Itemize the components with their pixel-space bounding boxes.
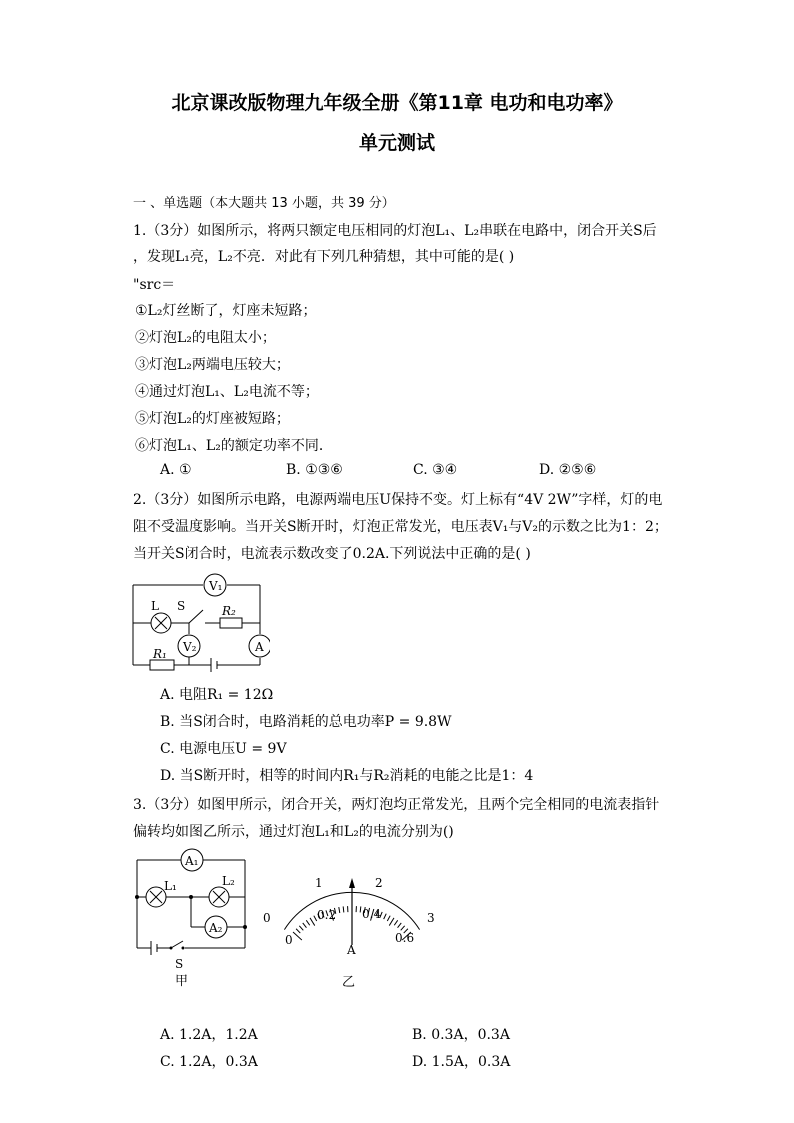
q3-fig-a2: A₂	[209, 921, 223, 935]
dial-tick	[339, 907, 340, 913]
dial-tick	[299, 926, 303, 931]
dial-tick	[310, 918, 315, 926]
dial-inner-label-0.2: 0.2	[317, 908, 337, 922]
dial-tick	[387, 916, 390, 921]
doc-title-line2: 单元测试	[358, 132, 435, 154]
section-heading: 一 、单选题（本大题共 13 小题，共 39 分）	[133, 196, 395, 211]
q2-line1: 2.（3分）如图所示电路，电源两端电压U保持不变。灯上标有“4V 2W”字样，灯的电	[133, 492, 663, 508]
dial-tick	[384, 914, 387, 919]
q1-option-b: B. ①③⑥	[286, 462, 343, 478]
q3-option-d: D. 1.5A，0.3A	[412, 1054, 511, 1070]
q1-line2: ，发现L₁亮，L₂不亮．对此有下列几种猜想，其中可能的是( )	[133, 249, 515, 265]
q3-fig-a1: A₁	[185, 854, 199, 868]
dial-outer-label-0: 0	[263, 911, 271, 925]
q1-line3: "src＝	[133, 277, 176, 293]
dial-tick	[293, 932, 302, 940]
dial-tick	[360, 906, 361, 912]
dial-tick	[303, 923, 307, 928]
q1-option-d: D. ②⑤⑥	[539, 462, 597, 478]
q3-fig-s: S	[175, 957, 184, 971]
q3-figure-a-circuit	[125, 845, 265, 990]
q2-fig-r1: R₁	[153, 647, 167, 661]
q3-fig-l1: L₁	[164, 879, 177, 893]
q1-item: ⑤灯泡L₂的灯座被短路；	[135, 411, 290, 427]
q3-fig-caption-b: 乙	[342, 975, 356, 990]
dial-pointer-label: A	[347, 943, 356, 957]
q2-fig-v2: V₂	[183, 640, 197, 654]
q1-option-c: C. ③④	[413, 462, 458, 478]
q3-fig-l2: L₂	[222, 874, 235, 888]
q1-line1: 1.（3分）如图所示，将两只额定电压相同的灯泡L₁、L₂串联在电路中，闭合开关S后	[133, 223, 657, 239]
q1-item: ③灯泡L₂两端电压较大；	[135, 357, 290, 373]
q1-item: ②灯泡L₂的电阻太小；	[135, 330, 276, 346]
dial-tick	[306, 920, 309, 925]
q1-item: ⑥灯泡L₁、L₂的额定功率不同．	[135, 438, 333, 454]
q1-item: ①L₂灯丝断了，灯座未短路；	[135, 303, 317, 319]
q2-option-b: B. 当S闭合时，电路消耗的总电功率P = 9.8W	[160, 714, 452, 730]
q3-option-a: A. 1.2A，1.2A	[160, 1027, 258, 1043]
doc-title-line1: 北京课改版物理九年级全册《第11章 电功和电功率》	[171, 92, 623, 114]
q3-fig-caption-a: 甲	[175, 974, 189, 989]
q2-circuit-diagram	[125, 570, 270, 675]
dial-tick	[398, 923, 402, 928]
q2-option-c: C. 电源电压U = 9V	[160, 741, 287, 757]
dial-tick	[401, 926, 405, 931]
q2-option-d: D. 当S断开时，相等的时间内R₁与R₂消耗的电能之比是1：4	[160, 768, 534, 784]
q2-option-a: A. 电阻R₁ = 12Ω	[160, 687, 274, 703]
q2-fig-s: S	[177, 599, 186, 613]
q3-line1: 3.（3分）如图甲所示，闭合开关，两灯泡均正常发光，且两个完全相同的电流表指针	[133, 797, 660, 813]
dial-tick	[343, 906, 344, 912]
q2-line2: 阻不受温度影响。当开关S断开时，灯泡正常发光，电压表V₁与V₂的示数之比为1：2；	[133, 519, 668, 535]
q3-option-c: C. 1.2A，0.3A	[160, 1054, 258, 1070]
q2-fig-a: A	[255, 640, 264, 654]
dial-tick	[389, 918, 394, 926]
dial-outer-label-2: 2	[375, 876, 383, 890]
q2-line3: 当开关S闭合时，电流表示数改变了0.2A.下列说法中正确的是( )	[133, 546, 531, 562]
q3-option-b: B. 0.3A，0.3A	[412, 1027, 510, 1043]
dial-tick	[394, 920, 397, 925]
q3-figure-b-ammeter-dial	[255, 860, 445, 990]
dial-inner-label-0.4: 0.4	[362, 907, 382, 921]
q2-fig-l: L	[151, 599, 159, 613]
dial-inner-label-0.6: 0.6	[395, 931, 415, 945]
dial-outer-label-3: 3	[427, 911, 435, 925]
dial-inner-label-0: 0	[285, 933, 293, 947]
q3-line2: 偏转均如图乙所示，通过灯泡L₁和L₂的电流分别为()	[133, 824, 454, 840]
dial-tick	[296, 929, 300, 933]
q2-fig-v1: V₁	[209, 579, 223, 593]
dial-outer-label-1: 1	[315, 876, 323, 890]
q1-item: ④通过灯泡L₁、L₂电流不等；	[135, 384, 319, 400]
q1-option-a: A. ①	[160, 462, 192, 478]
q2-fig-r2: R₂	[222, 604, 236, 618]
